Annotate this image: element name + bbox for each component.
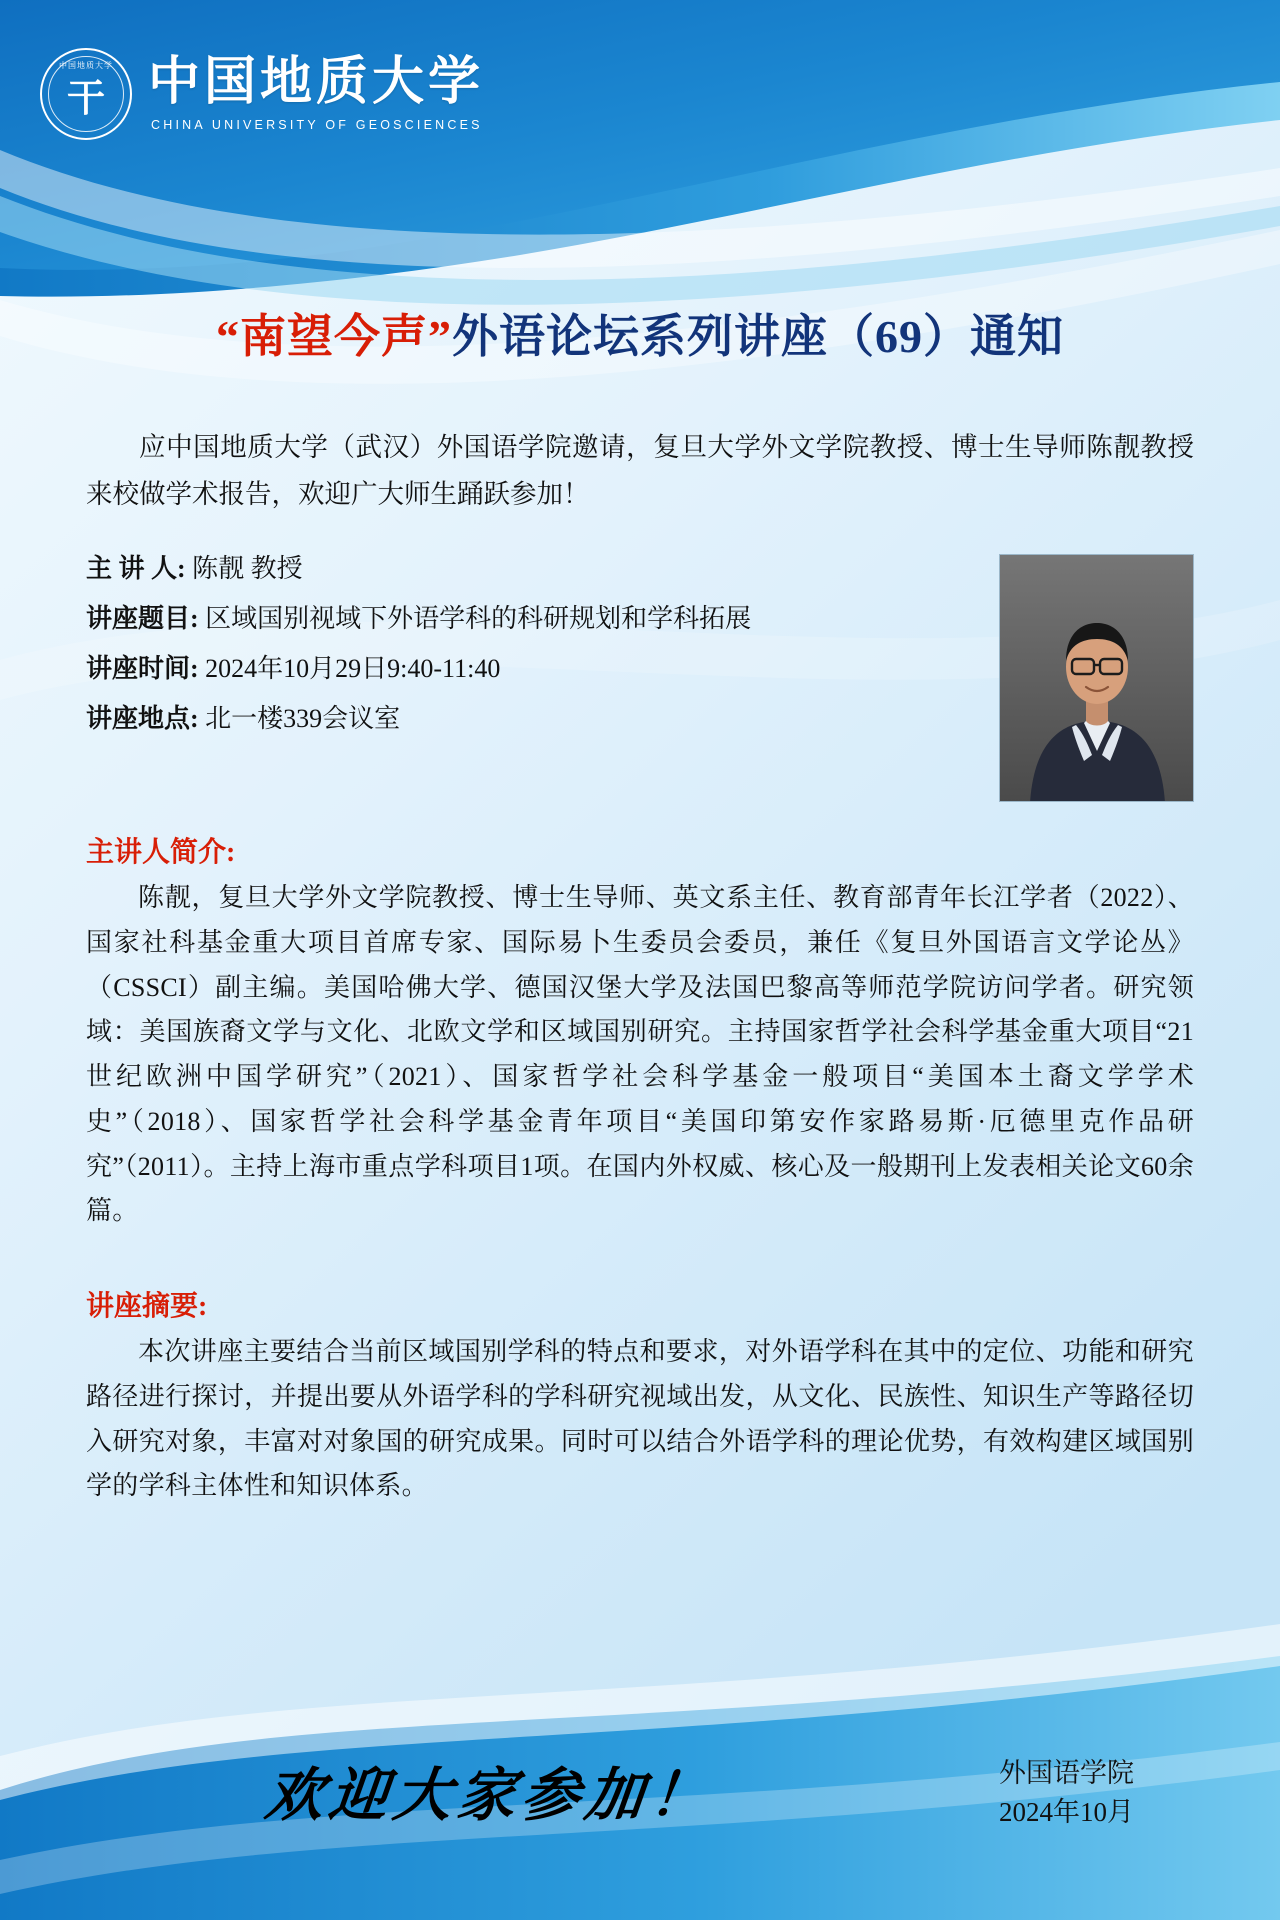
signature-date: 2024年10月 — [999, 1796, 1134, 1827]
info-value-venue: 北一楼339会议室 — [205, 704, 401, 734]
welcome-calligraphy: 欢迎大家参加！ — [262, 1763, 717, 1828]
bio-paragraph: 陈靓，复旦大学外文学院教授、博士生导师、英文系主任、教育部青年长江学者（2022）、国家社科基金重大项目首席专家、国际易卜生委员会委员，兼任《复旦外国语言文学论丛》（CSSCI）副主编。美国哈佛大学、德国汉堡大学及法国巴黎高等师范学院访问学者。研究领域：美国族裔文学与文化、北欧文学和区域国别研究。主持国家哲学社会科学基金重大项目“21世纪欧洲中国学研究”（2021）、国家哲学社会科学基金一般项目“美国本土裔文学学术史”（2018）、国家哲学社会科学基金青年项目“美国印第安作家路易斯·厄德里克作品研究”（2011）。主持上海市重点学科项目1项。在国内外权威、核心及一般期刊上发表相关论文60余篇。 — [86, 883, 1194, 1226]
info-label-speaker: 主 讲 人: — [86, 554, 186, 584]
poster-header — [0, 0, 1280, 210]
info-row-venue — [86, 694, 786, 744]
info-row-time — [86, 644, 786, 694]
poster-content — [0, 300, 1280, 1509]
university-seal-icon — [40, 48, 132, 140]
university-name-en: CHINA UNIVERSITY OF GEOSCIENCES — [151, 118, 483, 133]
info-row-topic — [86, 594, 786, 644]
lecture-info-lines — [86, 544, 786, 744]
info-value-speaker: 陈靓 教授 — [192, 554, 303, 584]
page-title-rest: 外语论坛系列讲座（69）通知 — [452, 311, 1064, 362]
info-value-time: 2024年10月29日9:40-11:40 — [205, 654, 501, 684]
intro-paragraph: 应中国地质大学（武汉）外国语学院邀请，复旦大学外文学院教授、博士生导师陈靓教授来校做学术报告，欢迎广大师生踊跃参加！ — [86, 432, 1194, 510]
bio-heading: 主讲人简介: — [86, 837, 236, 869]
lecture-info-block — [86, 544, 1194, 814]
info-label-topic: 讲座题目: — [86, 604, 199, 634]
speaker-photo — [999, 554, 1194, 802]
seal-arc-text: 中国地质大学 — [59, 61, 113, 70]
info-label-venue: 讲座地点: — [86, 704, 199, 734]
university-name-cn: 中国地质大学 — [148, 53, 485, 111]
abstract-paragraph: 本次讲座主要结合当前区域国别学科的特点和要求，对外语学科在其中的定位、功能和研究路径进行探讨，并提出要从外语学科的学科研究视域出发，从文化、民族性、知识生产等路径切入研究对象，丰富对对象国的研究成果。同时可以结合外语学科的理论优势，有效构建区域国别学的学科主体性和知识体系。 — [86, 1337, 1194, 1501]
info-label-time: 讲座时间: — [86, 654, 199, 684]
abstract-heading: 讲座摘要: — [86, 1291, 208, 1323]
speaker-portrait-illustration — [1000, 555, 1194, 802]
page-title-quoted: “南望今声” — [216, 311, 452, 362]
signature-org: 外国语学院 — [999, 1757, 1134, 1788]
university-logo — [40, 48, 484, 140]
page-title — [86, 300, 1194, 366]
signature-block — [999, 1754, 1194, 1832]
info-value-topic: 区域国别视域下外语学科的科研规划和学科拓展 — [205, 604, 752, 634]
seal-glyph: 干 — [66, 77, 105, 120]
university-name-block — [148, 53, 485, 133]
info-row-speaker — [86, 544, 786, 594]
poster-footer — [0, 1748, 1280, 1832]
spacer — [86, 1234, 1194, 1268]
